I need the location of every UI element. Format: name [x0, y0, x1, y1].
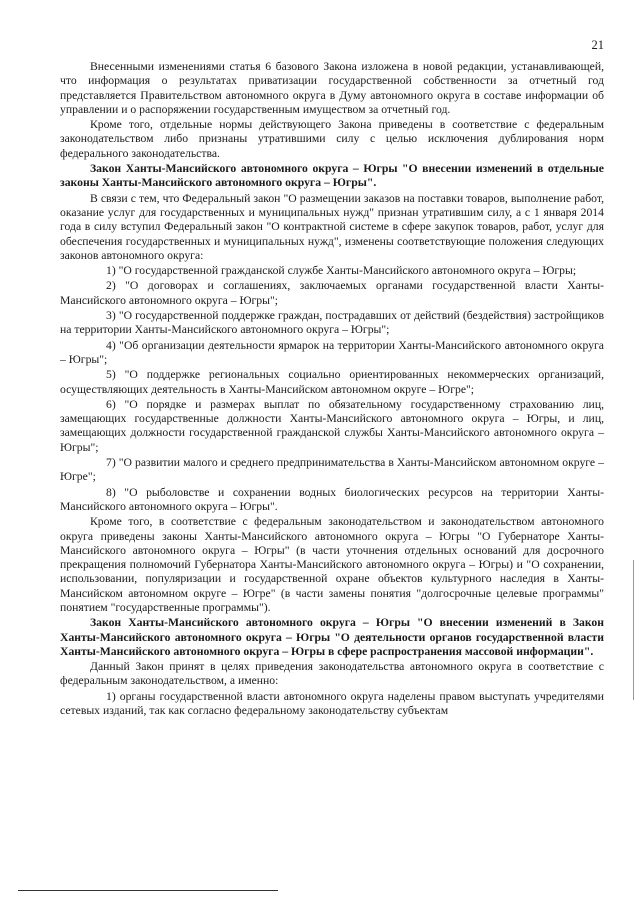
paragraph: Внесенными изменениями статья 6 базового Закона изложена в новой редакции, устанавливающей, что информация о результатах приватизации государственной собственности за отчетный год представляется Правительством автономного округа в Думу автономного округа в составе информации об управлении и о распоряжении государственным имуществом за отчетный год.: [60, 60, 604, 116]
list-item: 3) "О государственной поддержке граждан, пострадавших от действий (бездействия) застройщиков на территории Ханты-Мансийского автономного округа – Югры";: [60, 309, 604, 337]
law-heading: Закон Ханты-Мансийского автономного округа – Югры "О внесении изменений в Закон Ханты-Мансийского автономного округа – Югры "О деятельности органов государственной власти Ханты-Мансийского автономного округа – Югры в сфере распространения массовой информации".: [60, 616, 604, 658]
document-body: [60, 60, 604, 719]
list-item: 1) органы государственной власти автономного округа наделены правом выступать учредителями сетевых изданий, так как согласно федеральному законодательству субъектам: [60, 689, 604, 718]
list-item: 4) "Об организации деятельности ярмарок на территории Ханты-Мансийского автономного округа – Югры";: [60, 338, 604, 366]
paragraph: В связи с тем, что Федеральный закон "О размещении заказов на поставки товаров, выполнение работ, оказание услуг для государственных и муниципальных нужд" признан утратившим силу, а с 1 января 2014 года в силу вступил Федеральный закон "О контрактной системе в сфере закупок товаров, работ, услуг для обеспечения государственных и муниципальных нужд", изменены соответствующие положения следующих законов автономного округа:: [60, 191, 604, 262]
law-heading: Закон Ханты-Мансийского автономного округа – Югры "О внесении изменений в отдельные законы Ханты-Мансийского автономного округа – Югры".: [60, 162, 604, 190]
list-item: 7) "О развитии малого и среднего предпринимательства в Ханты-Мансийском автономном округе – Югре";: [60, 456, 604, 484]
margin-mark: [633, 560, 634, 700]
paragraph: Кроме того, отдельные нормы действующего Закона приведены в соответствие с федеральным законодательством либо признаны утратившими силу с целью исключения дублирования норм федерального законодательства.: [60, 118, 604, 160]
page-number: 21: [591, 38, 604, 52]
list-item: 1) "О государственной гражданской службе Ханты-Мансийского автономного округа – Югры;: [106, 264, 577, 278]
list-item: 5) "О поддержке региональных социально ориентированных некоммерческих организаций, осуществляющих деятельность в Ханты-Мансийском автономном округе – Югре";: [60, 368, 604, 396]
list-item: 6) "О порядке и размерах выплат по обязательному государственному страхованию лиц, замещающих государственные должности Ханты-Мансийского автономного округа – Югры, и лиц, замещающих должности государственной гражданской службы Ханты-Мансийского автономного округа – Югры";: [60, 397, 604, 454]
list-item: 8) "О рыболовстве и сохранении водных биологических ресурсов на территории Ханты-Мансийского автономного округа – Югры".: [60, 485, 604, 513]
list-item: 2) "О договорах и соглашениях, заключаемых органами государственной власти Ханты-Мансийского автономного округа – Югры";: [60, 279, 604, 307]
footer-rule: [18, 890, 278, 891]
paragraph: Данный Закон принят в целях приведения законодательства автономного округа в соответствие с федеральным законодательством, а именно:: [60, 660, 604, 688]
paragraph: Кроме того, в соответствие с федеральным законодательством и законодательством автономного округа приведены законы Ханты-Мансийского автономного округа – Югры "О Губернаторе Ханты-Мансийского автономного округа – Югры" (в части уточнения отдельных оснований для досрочного прекращения полномочий Губернатора Ханты-Мансийского автономного округа – Югры) и "О сохранении, использовании, популяризации и государственной охране объектов культурного наследия в Ханты-Мансийском автономном округе – Югре" (в части замены понятия "долгосрочные целевые программы" понятием "государственные программы").: [60, 515, 604, 614]
